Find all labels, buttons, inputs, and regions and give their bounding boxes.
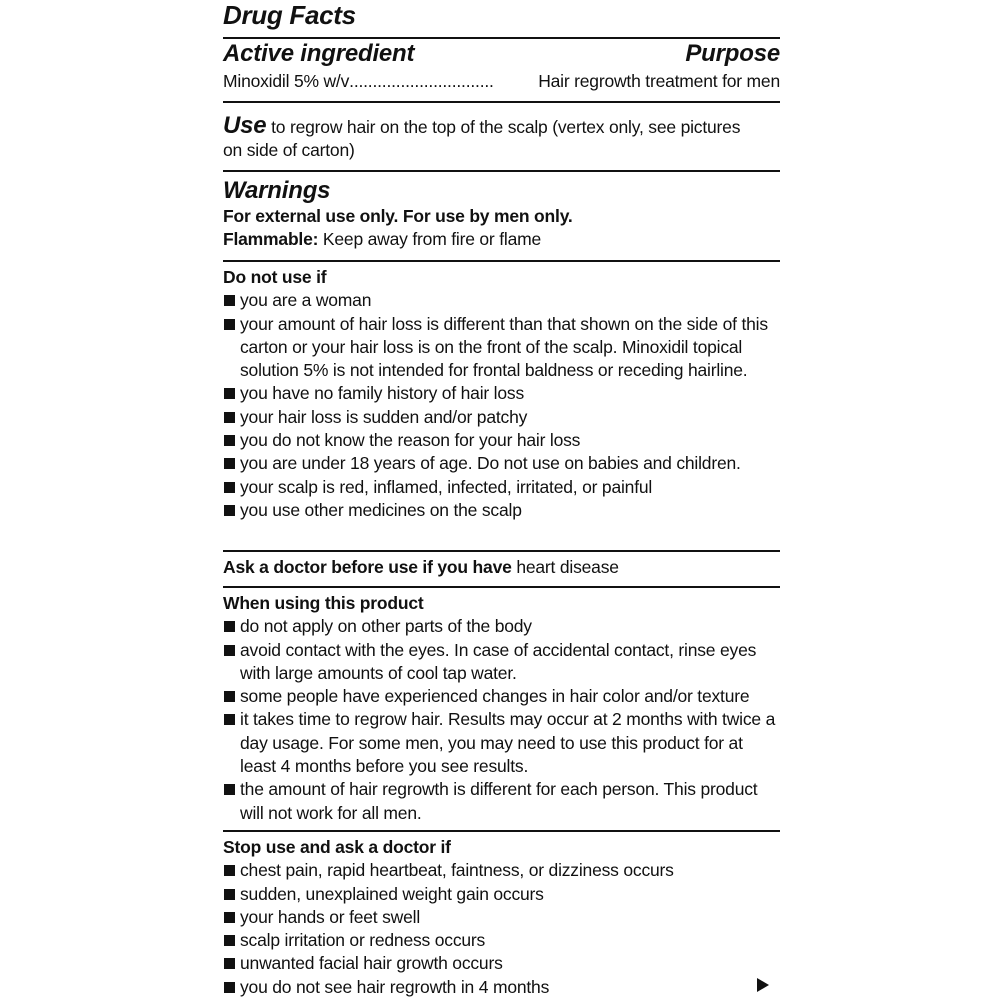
list-item: it takes time to regrow hair. Results may occur at 2 months with twice a day usage. For some men, you may need to use this product for at least 4 months before you see results.	[223, 708, 780, 778]
warnings-heading: Warnings	[223, 177, 331, 204]
stop-use-heading: Stop use and ask a doctor if	[223, 837, 451, 857]
list-item: your amount of hair loss is different than that shown on the side of this carton or your hair loss is on the front of the scalp. Minoxidil topical solution 5% is not intended for frontal baldness or receding hairline.	[223, 313, 780, 383]
list-item: avoid contact with the eyes. In case of accidental contact, rinse eyes with large amounts of cool tap water.	[223, 639, 780, 686]
dot-leader: ...............................	[349, 71, 494, 91]
drug-facts-panel	[223, 0, 780, 1000]
when-using-divider	[223, 830, 780, 832]
do-not-use-list	[223, 289, 780, 522]
list-item: unwanted facial hair growth occurs	[223, 952, 780, 975]
when-using-heading: When using this product	[223, 593, 424, 613]
list-item: your hair loss is sudden and/or patchy	[223, 406, 780, 429]
ingredient-name: Minoxidil 5% w/v	[223, 71, 350, 91]
ask-doctor-section	[223, 556, 780, 579]
ask-doctor-divider	[223, 586, 780, 588]
warnings-section	[223, 177, 780, 252]
list-item: you are under 18 years of age. Do not use on babies and children.	[223, 452, 780, 475]
list-item: you have no family history of hair loss	[223, 382, 780, 405]
ask-doctor-condition: heart disease	[516, 557, 619, 577]
list-item: your hands or feet swell	[223, 906, 780, 929]
warnings-divider	[223, 260, 780, 262]
external-use-text: For external use only. For use by men only.	[223, 206, 573, 226]
active-ingredient-header	[223, 40, 780, 68]
when-using-list	[223, 615, 780, 825]
do-not-use-section	[223, 266, 780, 522]
list-item: you do not know the reason for your hair loss	[223, 429, 780, 452]
do-not-use-divider	[223, 550, 780, 552]
list-item: you do not see hair regrowth in 4 months	[223, 976, 780, 999]
flammable-text: Keep away from fire or flame	[322, 229, 542, 250]
use-line-2: on side of carton)	[223, 140, 355, 161]
active-divider	[223, 101, 780, 103]
list-item: chest pain, rapid heartbeat, faintness, or dizziness occurs	[223, 859, 780, 882]
list-item: your scalp is red, inflamed, infected, irritated, or painful	[223, 476, 780, 499]
active-ingredient-heading: Active ingredient	[223, 40, 415, 67]
active-ingredient-row	[223, 70, 780, 93]
ask-doctor-label: Ask a doctor before use if you have	[223, 557, 512, 577]
list-item: the amount of hair regrowth is different for each person. This product will not work for all men.	[223, 778, 780, 825]
purpose-heading: Purpose	[685, 40, 780, 67]
use-heading: Use	[223, 112, 267, 139]
list-item: scalp irritation or redness occurs	[223, 929, 780, 952]
list-item: sudden, unexplained weight gain occurs	[223, 883, 780, 906]
use-divider	[223, 170, 780, 172]
flammable-label: Flammable:	[223, 229, 319, 250]
list-item: you use other medicines on the scalp	[223, 499, 780, 522]
list-item: do not apply on other parts of the body	[223, 615, 780, 638]
list-item: some people have experienced changes in hair color and/or texture	[223, 685, 780, 708]
title-divider	[223, 37, 780, 39]
ingredient-purpose: Hair regrowth treatment for men	[538, 71, 780, 91]
continued-arrow-icon	[757, 978, 769, 992]
do-not-use-heading: Do not use if	[223, 267, 327, 287]
drug-facts-title: Drug Facts	[223, 0, 356, 30]
use-section	[223, 114, 780, 163]
use-line-1: to regrow hair on the top of the scalp (vertex only, see pictures	[271, 117, 741, 137]
list-item: you are a woman	[223, 289, 780, 312]
stop-use-section	[223, 836, 780, 999]
stop-use-list	[223, 859, 780, 999]
when-using-section	[223, 592, 780, 825]
